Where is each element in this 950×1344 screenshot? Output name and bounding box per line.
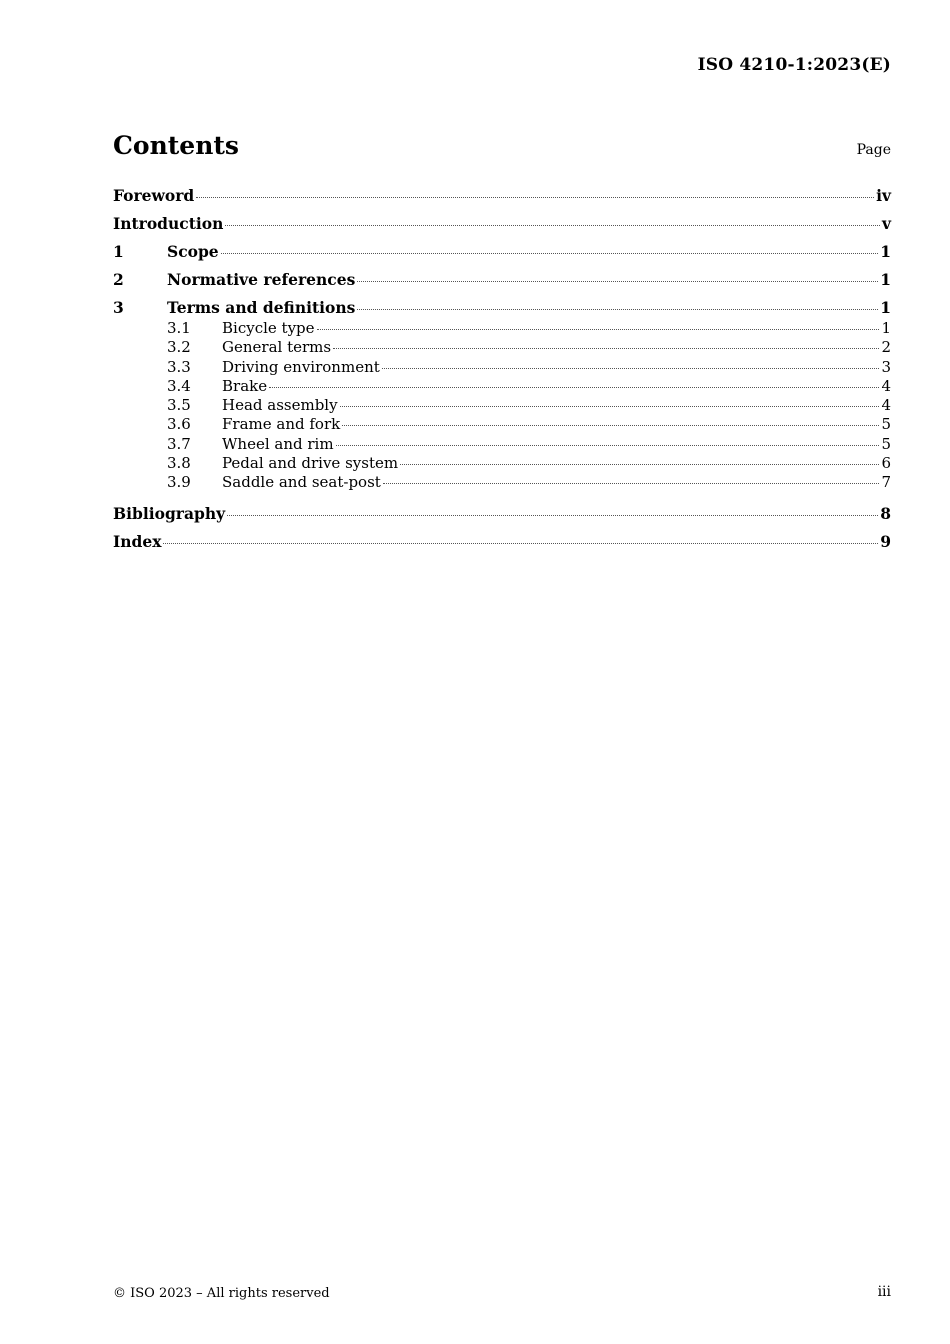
footer-page-number: iii [877, 1284, 891, 1300]
toc-entry-title: Bicycle type [222, 319, 315, 337]
toc-entry-number: 3.4 [167, 376, 191, 395]
toc-entry-title: General terms [222, 338, 332, 357]
toc-subentry-general-terms[interactable] [113, 338, 891, 357]
dot-leader [400, 464, 879, 465]
toc-entry-title: Scope [167, 242, 219, 261]
dot-leader [340, 406, 880, 407]
toc-entry-introduction[interactable] [113, 213, 891, 241]
dot-leader [163, 543, 878, 544]
toc-entry-terms-and-definitions[interactable] [113, 297, 891, 319]
toc-entry-page: iv [876, 186, 891, 205]
dot-leader [382, 368, 880, 369]
toc-entry-page: 3 [881, 357, 891, 376]
toc-entry-number: 2 [113, 270, 124, 289]
dot-leader [383, 483, 880, 484]
contents-title: Contents [113, 131, 240, 160]
toc-subentry-saddle-and-seat-post[interactable] [113, 473, 891, 492]
dot-leader [269, 387, 879, 388]
toc-entry-normative-references[interactable] [113, 269, 891, 297]
toc-entry-number: 3.9 [167, 473, 191, 492]
dot-leader [196, 197, 874, 198]
toc-subentry-frame-and-fork[interactable] [113, 415, 891, 434]
toc-entry-page: 4 [881, 396, 891, 415]
toc-entry-title: Pedal and drive system [222, 454, 399, 473]
toc-entry-number: 3 [113, 298, 124, 317]
toc-entry-foreword[interactable] [113, 185, 891, 213]
toc-entry-title: Saddle and seat-post [222, 473, 381, 492]
toc-entry-page: 1 [880, 270, 891, 289]
footer-copyright: © ISO 2023 – All rights reserved [113, 1286, 330, 1301]
toc-entry-title: Introduction [113, 214, 224, 233]
dot-leader [227, 515, 878, 516]
toc-entry-number: 3.3 [167, 357, 191, 376]
toc-entry-index[interactable] [113, 531, 891, 559]
toc-entry-number: 3.5 [167, 396, 191, 415]
toc-entry-title: Driving environment [222, 357, 380, 376]
toc-subentry-brake[interactable] [113, 377, 891, 396]
toc-entry-bibliography[interactable] [113, 503, 891, 531]
toc-entry-title: Wheel and rim [222, 434, 334, 453]
toc-subentry-bicycle-type[interactable] [113, 319, 891, 338]
toc-entry-page: v [881, 214, 891, 233]
toc-entry-page: 5 [881, 434, 891, 453]
toc-entry-page: 6 [881, 454, 891, 473]
toc-entry-number: 3.7 [167, 434, 191, 453]
toc-entry-number: 3.2 [167, 338, 191, 357]
dot-leader [357, 309, 878, 310]
toc-entry-page: 9 [880, 531, 891, 551]
dot-leader [336, 445, 880, 446]
dot-leader [342, 425, 879, 426]
toc-subentry-pedal-and-drive-system[interactable] [113, 454, 891, 473]
dot-leader [317, 329, 880, 330]
toc-entry-number: 1 [113, 242, 124, 261]
table-of-contents [113, 185, 891, 559]
toc-entry-page: 4 [881, 376, 891, 395]
dot-leader [225, 225, 880, 226]
toc-entry-scope[interactable] [113, 241, 891, 269]
toc-subentry-wheel-and-rim[interactable] [113, 435, 891, 454]
toc-subentry-head-assembly[interactable] [113, 396, 891, 415]
toc-entry-number: 3.8 [167, 454, 191, 473]
toc-entry-page: 8 [880, 503, 891, 523]
toc-entry-page: 1 [881, 319, 891, 337]
toc-entry-page: 7 [881, 473, 891, 492]
toc-entry-title: Index [113, 531, 162, 551]
toc-entry-number: 3.6 [167, 415, 191, 434]
toc-entry-title: Terms and definitions [167, 298, 356, 317]
dot-leader [221, 253, 879, 254]
toc-entry-title: Head assembly [222, 396, 338, 415]
toc-subentry-driving-environment[interactable] [113, 358, 891, 377]
dot-leader [357, 281, 878, 282]
toc-entry-page: 1 [880, 242, 891, 261]
page-column-label: Page [856, 142, 891, 158]
toc-entry-title: Foreword [113, 186, 195, 205]
document-id: ISO 4210-1:2023(E) [697, 55, 891, 75]
toc-entry-page: 5 [881, 415, 891, 434]
dot-leader [333, 348, 879, 349]
toc-entry-title: Bibliography [113, 503, 226, 523]
toc-entry-title: Frame and fork [222, 415, 341, 434]
toc-entry-number: 3.1 [167, 319, 191, 337]
toc-entry-title: Brake [222, 376, 268, 395]
toc-entry-page: 1 [880, 298, 891, 317]
toc-entry-page: 2 [881, 338, 891, 357]
toc-entry-title: Normative references [167, 270, 356, 289]
